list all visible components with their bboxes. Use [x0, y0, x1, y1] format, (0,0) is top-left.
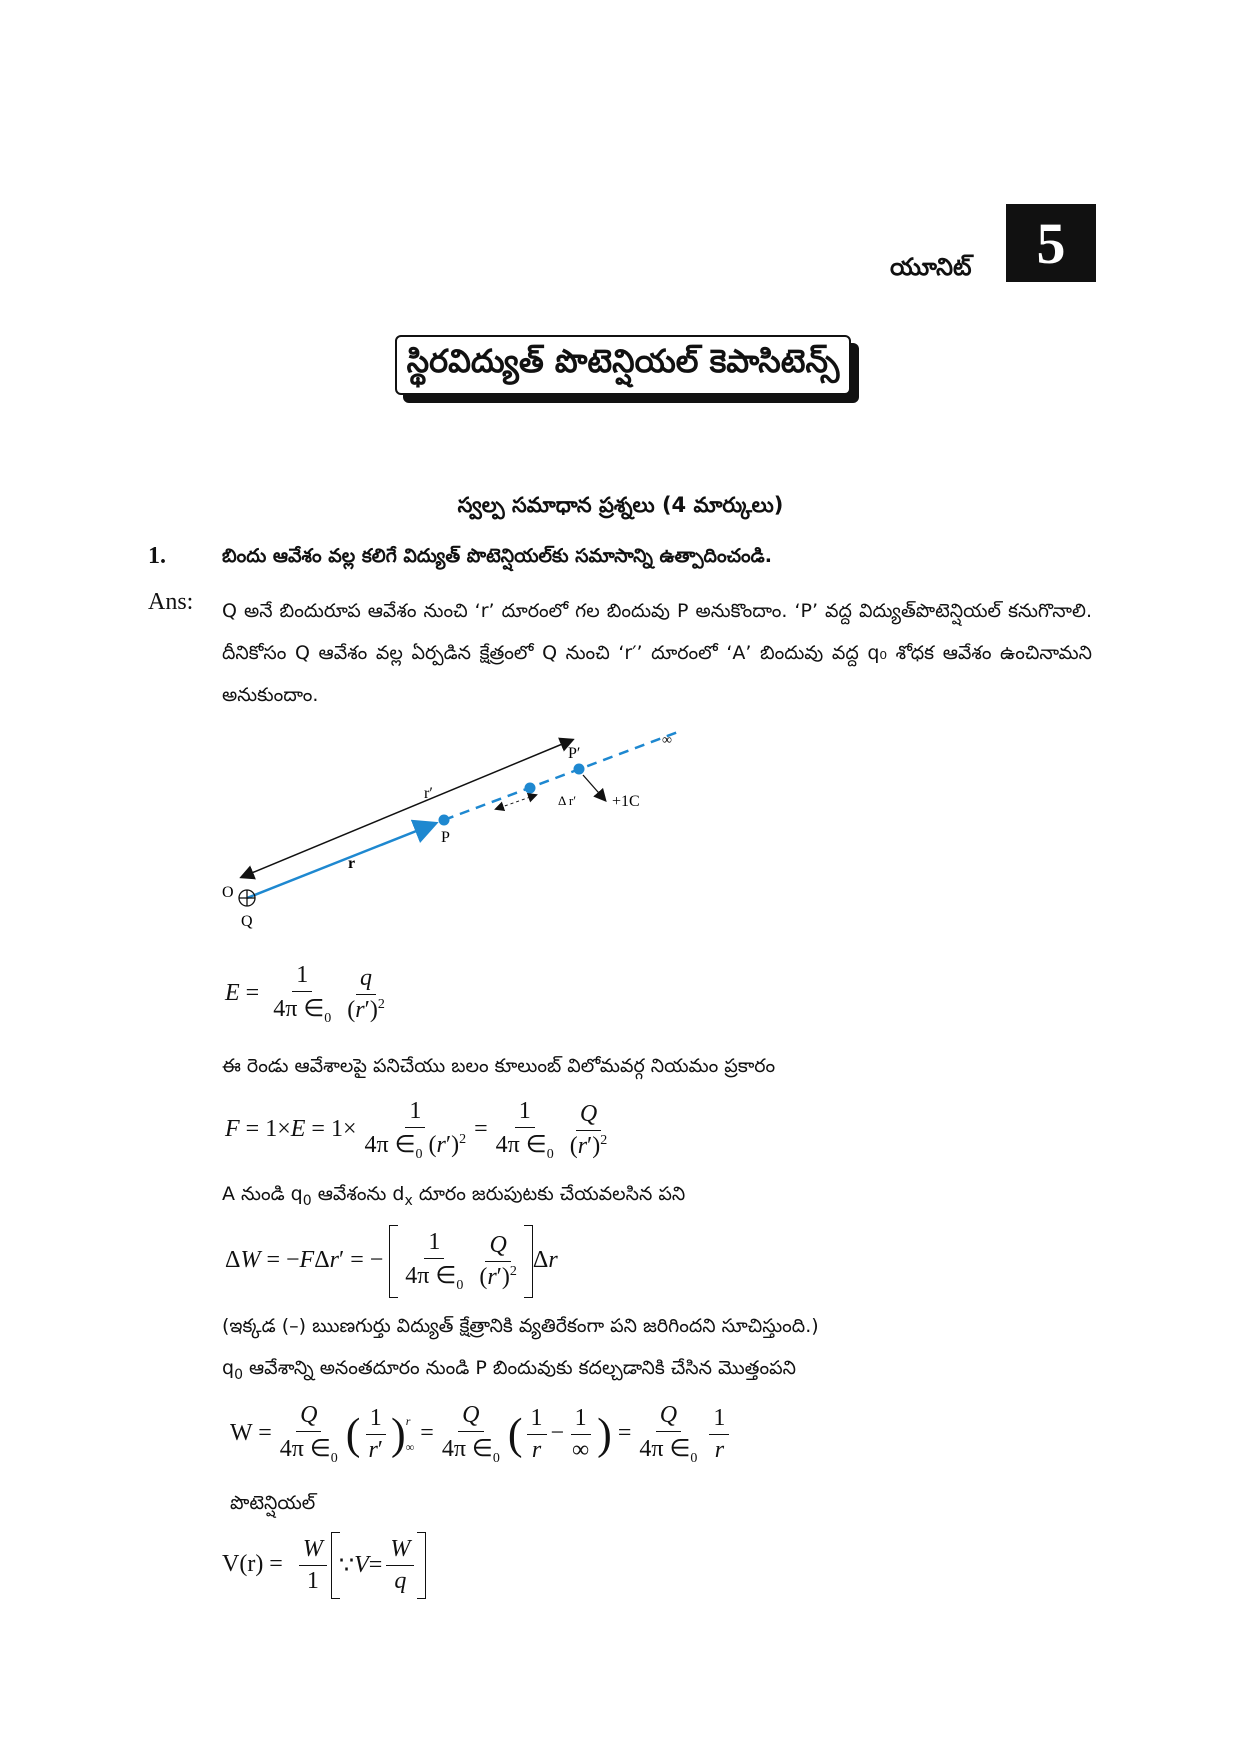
work-line-part-c: దూరం జరుపుటకు చేయవలసిన పని — [412, 1183, 686, 1205]
question-number: 1. — [148, 543, 166, 569]
chapter-title: స్థిరవిద్యుత్ పొటెన్షియల్ కెపాసిటెన్స్ — [395, 335, 851, 395]
label-infinity: ∞ — [662, 733, 672, 748]
total-work-part-b: ఆవేశాన్ని అనంతదూరం నుండి P బిందువుకు కదల్చడానికి చేసిన మొత్తంపని — [242, 1357, 796, 1379]
r-vector-line — [247, 824, 434, 898]
section-heading: స్వల్ప సమాధాన ప్రశ్నలు (4 మార్కులు) — [457, 493, 784, 517]
equation-potential: V(r) = $\frac{W}{1}$ ∵ V = $\frac{W}{q}$ — [222, 1532, 426, 1599]
label-p: P — [441, 829, 450, 846]
label-delta-r: Δ r′ — [558, 793, 577, 808]
label-unit-charge: +1C — [612, 793, 640, 810]
potential-label: పొటెన్షియల్ — [230, 1492, 316, 1514]
label-r-prime: r′ — [424, 785, 433, 802]
work-line: A నుండి $q_0$ ఆవేశంను $d_x$ దూరం జరుపుటకు చేయవలసిన పని — [222, 1183, 686, 1209]
work-line-part-a: A నుండి q — [222, 1183, 303, 1205]
total-work-line: $q_0$ ఆవేశాన్ని అనంతదూరం నుండి P బిందువుకు కదల్చడానికి చేసిన మొత్తంపని — [222, 1357, 796, 1383]
equation-force: F = 1×E = 1× $\frac{1}{4\pi \in_0 (r')^2}$ = $\frac{1}{4\pi \in_0}$ $\frac{Q}{(r')^2}$ — [225, 1098, 608, 1162]
label-q: Q — [241, 913, 253, 930]
r-prime-arrow — [242, 740, 572, 877]
equation-delta-work: ΔW = −FΔr′ = − $\frac{1}{4\pi \in_0}$ $\frac{Q}{(r')^2}$ Δr — [225, 1225, 558, 1298]
coulomb-law-line: ఈ రెండు ఆవేశాలపై పనిచేయు బలం కూలుంబ్ విలోమవర్గ నియమం ప్రకారం — [222, 1055, 776, 1077]
unit-label: యూనిట్ — [890, 253, 972, 281]
label-r: r — [348, 855, 356, 872]
delta-r-arrow — [496, 795, 536, 809]
label-p-prime: P′ — [568, 745, 581, 762]
point-p-prime — [574, 764, 585, 775]
total-work-part-a: q — [222, 1357, 235, 1379]
equation-field: E = $\frac{1}{4\pi \in_0}$ $\frac{q}{(r')^2}$ — [225, 962, 385, 1026]
work-line-part-b: ఆవేశంను d — [311, 1183, 405, 1205]
equation-total-work: W = $\frac{Q}{4\pi \in_0}$ ( $\frac{1}{r'}$ ) r ∞ = $\frac{Q}{4\pi \in_0}$ ( $\frac{1}{r}$ − $\frac{1}{\infty}$ ) = $\frac{Q}{4\pi \in_0}$ $\frac{1}{r}$ — [230, 1402, 733, 1467]
sign-note: (ఇక్కడ (–) ఋణగుర్తు విద్యుత్ క్షేత్రానికి వ్యతిరేకంగా పని జరిగిందని సూచిస్తుంది.) — [222, 1315, 819, 1337]
unit-number-badge: 5 — [1006, 204, 1096, 282]
point-a — [525, 783, 536, 794]
point-p — [439, 815, 450, 826]
unit-charge-pointer — [583, 775, 605, 800]
answer-label: Ans: — [148, 589, 194, 615]
answer-paragraph: Q అనే బిందురూప ఆవేశం నుంచి ‘r’ దూరంలో గల బిందువు P అనుకొందాం. ‘P’ వద్ద విద్యుత్‌పొటెన్షియల్ కనుగొనాలి. దీనికోసం Q ఆవేశం వల్ల ఏర్పడిన క్షేత్రంలో Q నుంచి ‘r′’ దూరంలో ‘A’ బిందువు వద్ద q₀ శోధక ఆవేశం ఉంచినామని అనుకుందాం. — [222, 600, 1092, 706]
question-text: బిందు ఆవేశం వల్ల కలిగే విద్యుత్ పొటెన్షియల్‌కు సమాసాన్ని ఉత్పాదించండి. — [222, 545, 772, 567]
point-charge-diagram — [200, 720, 720, 940]
label-o: O — [222, 884, 234, 901]
